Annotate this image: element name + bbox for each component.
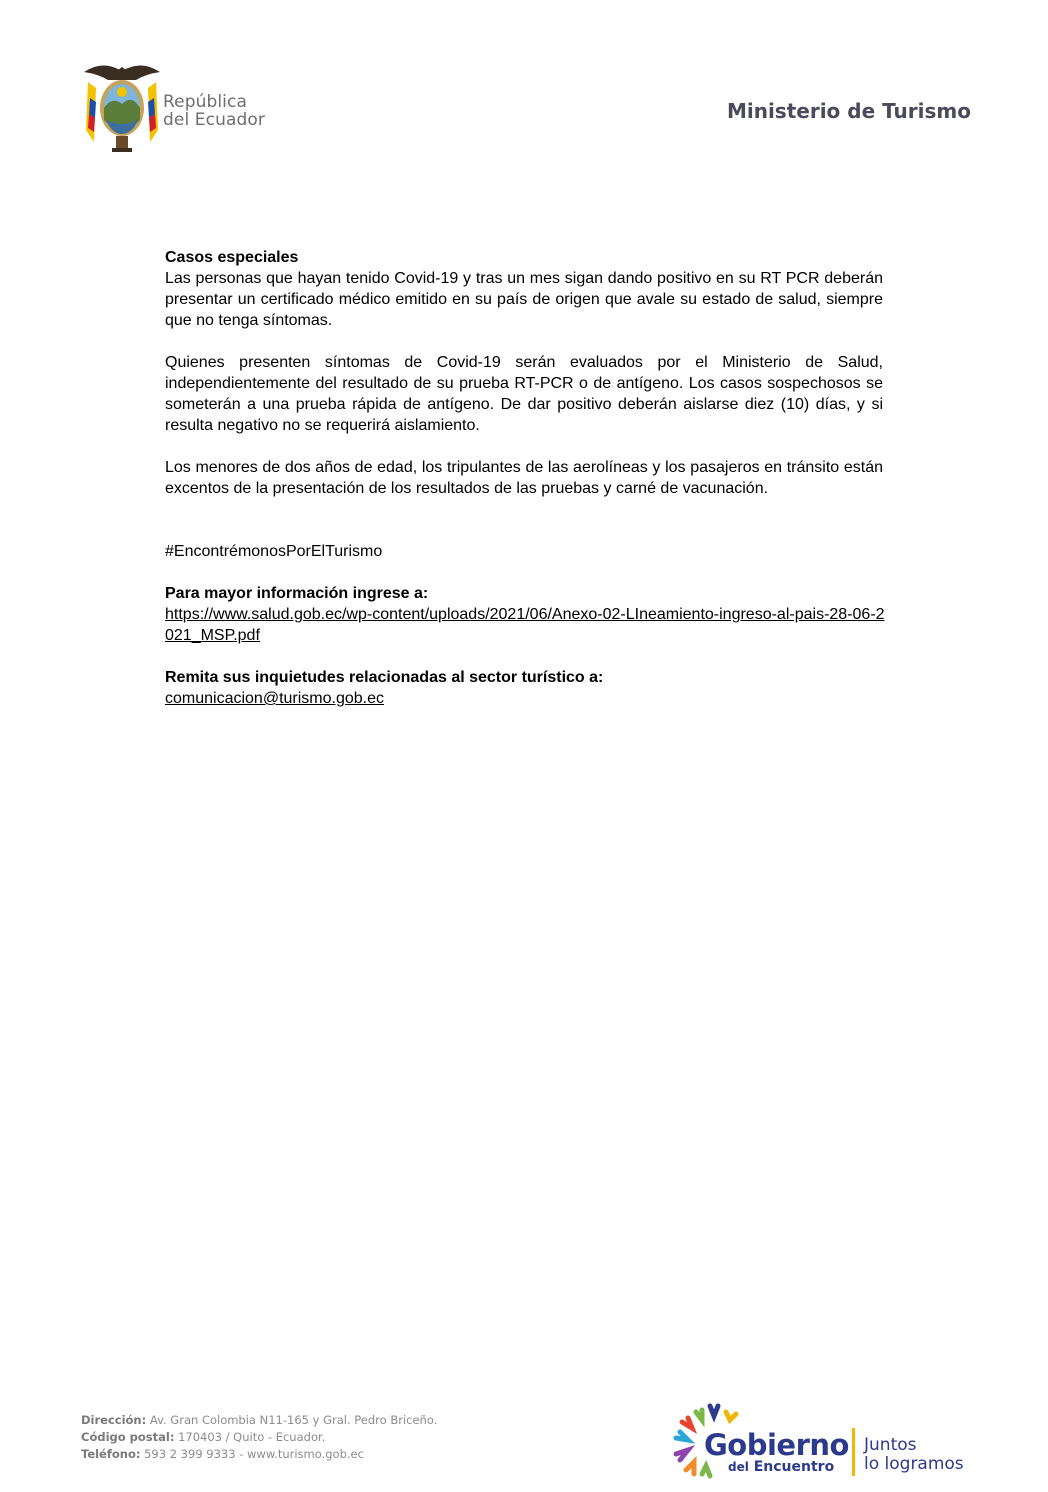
gobierno-del-encuentro-logo	[672, 1400, 972, 1480]
phone-line	[81, 1446, 437, 1463]
info-heading: Para mayor información ingrese a:	[165, 585, 429, 602]
phone-value: 593 2 399 9333 - www.turismo.gob.ec	[144, 1447, 364, 1461]
paragraph-exemptions: Los menores de dos años de edad, los tripulantes de las aerolíneas y los pasajeros en tránsito están excentos de la presentación de los resultados de las pruebas y carné de vacunación.	[165, 459, 883, 497]
slogan-line-2: lo logramos	[864, 1454, 964, 1474]
postal-line	[81, 1429, 437, 1446]
gov-sub-small: del	[728, 1460, 749, 1474]
document-body	[165, 247, 883, 709]
gov-divider	[852, 1428, 855, 1476]
republic-of-ecuador-wordmark	[163, 93, 265, 129]
address-line	[81, 1412, 437, 1429]
slogan-line-1: Juntos	[864, 1435, 917, 1455]
gov-name: Gobierno	[704, 1428, 849, 1462]
contact-email-link[interactable]: comunicacion@turismo.gob.ec	[165, 690, 385, 707]
hashtag: #EncontrémonosPorElTurismo	[165, 543, 383, 560]
paragraph-positive-pcr: Las personas que hayan tenido Covid-19 y tras un mes sigan dando positivo en su RT PCR deberán presentar un certificado médico emitido en su país de origen que avale su estado de salud, siempre que no tenga síntomas.	[165, 270, 883, 329]
gov-subtitle	[728, 1459, 834, 1475]
postal-label: Código postal:	[81, 1430, 175, 1444]
postal-value: 170403 / Quito - Ecuador.	[178, 1430, 326, 1444]
gov-slogan	[864, 1436, 964, 1474]
special-cases-heading: Casos especiales	[165, 249, 299, 266]
phone-label: Teléfono:	[81, 1447, 141, 1461]
republic-line-1: República	[163, 92, 247, 112]
info-link[interactable]: https://www.salud.gob.ec/wp-content/uploads/2021/06/Anexo-02-LIneamiento-ingreso-al-pais-28-06-2021_MSP.pdf	[165, 606, 885, 644]
gov-sub-main: Encuentro	[753, 1459, 835, 1475]
contact-heading: Remita sus inquietudes relacionadas al sector turístico a:	[165, 669, 604, 686]
footer-address	[81, 1412, 437, 1463]
address-label: Dirección:	[81, 1413, 147, 1427]
ministry-title: Ministerio de Turismo	[726, 99, 971, 123]
republic-line-2: del Ecuador	[163, 110, 265, 130]
coat-of-arms-icon	[80, 58, 164, 154]
paragraph-symptoms: Quienes presenten síntomas de Covid-19 serán evaluados por el Ministerio de Salud, independientemente del resultado de su prueba RT-PCR o de antígeno. Los casos sospechosos se someterán a una prueba rápida de antígeno. De dar positivo deberán aislarse diez (10) días, y si resulta negativo no se requerirá aislamiento.	[165, 354, 883, 434]
address-value: Av. Gran Colombia N11-165 y Gral. Pedro Briceño.	[149, 1413, 438, 1427]
